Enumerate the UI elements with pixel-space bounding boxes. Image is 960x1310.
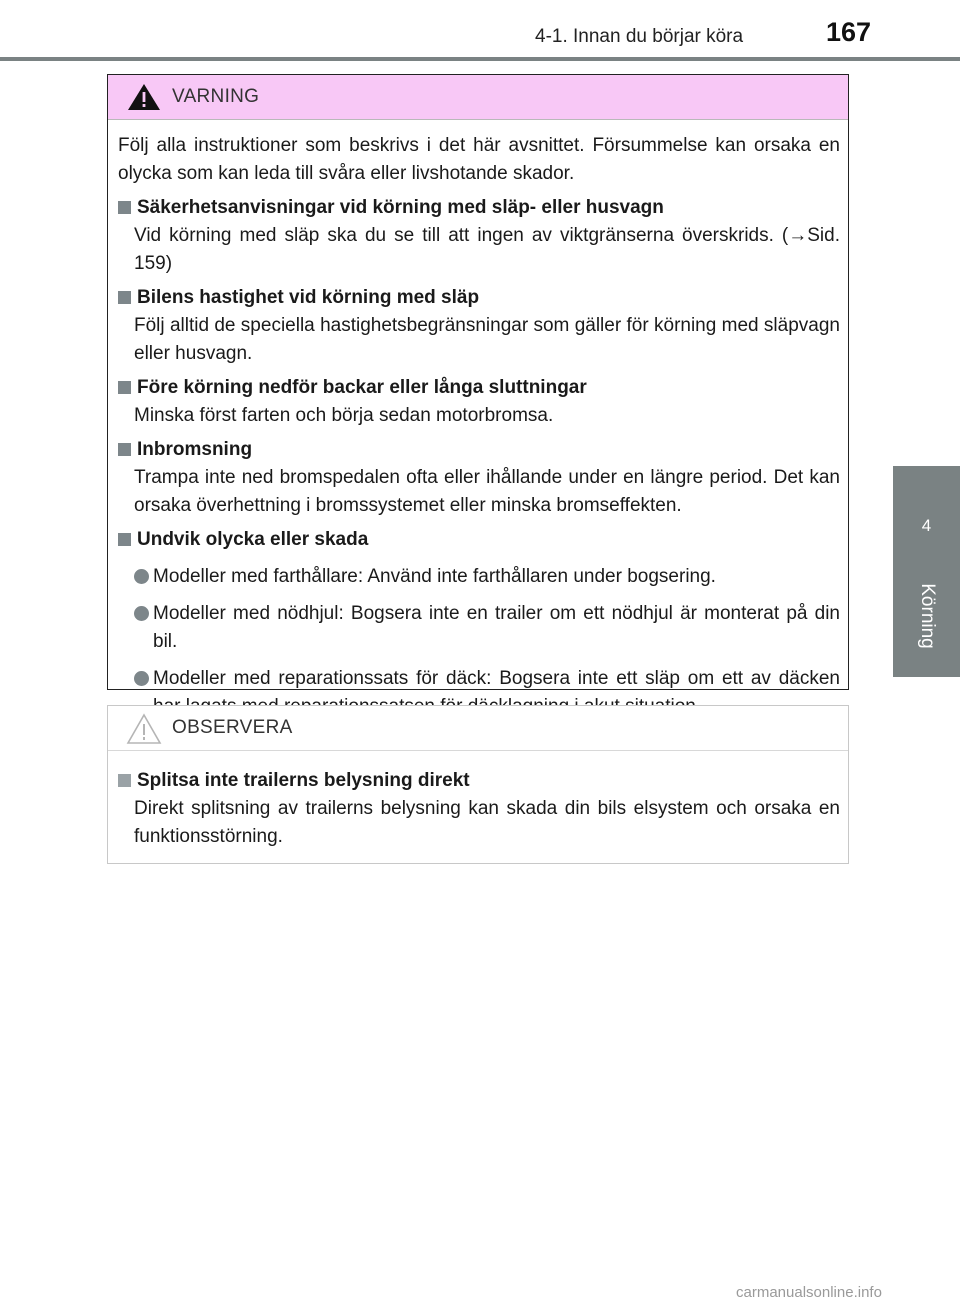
circle-bullet-icon xyxy=(134,569,149,584)
square-bullet-icon xyxy=(118,201,131,214)
chapter-number: 4 xyxy=(921,516,932,535)
caution-triangle-outline-icon xyxy=(126,713,162,745)
square-bullet-icon xyxy=(118,533,131,546)
bullet-text: Modeller med nödhjul: Bogsera inte en trailer om ett nödhjul är monterat på din bil. xyxy=(153,603,840,652)
warning-item xyxy=(118,436,840,520)
warning-box xyxy=(107,74,849,690)
header-rule xyxy=(0,57,960,61)
item-text: Följ alltid de speciella hastighetsbegränsningar som gäller för körning med släpvagn eller husvagn. xyxy=(134,315,840,364)
watermark: carmanualsonline.info xyxy=(736,1284,882,1301)
item-heading: Före körning nedför backar eller långa sluttningar xyxy=(137,377,587,398)
warning-header xyxy=(108,75,848,120)
section-title: 4-1. Innan du börjar köra xyxy=(535,26,744,47)
warning-title: VARNING xyxy=(172,86,260,107)
square-bullet-icon xyxy=(118,443,131,456)
item-heading: Säkerhetsanvisningar vid körning med släp- eller husvagn xyxy=(137,197,664,218)
notice-body xyxy=(108,751,848,851)
warning-intro: Följ alla instruktioner som beskrivs i det här avsnittet. Försummelse kan orsaka en olycka som kan leda till svåra eller livshotande skador. xyxy=(118,135,840,184)
warning-triangle-icon xyxy=(126,82,162,112)
circle-bullet-icon xyxy=(134,606,149,621)
item-heading: Splitsa inte trailerns belysning direkt xyxy=(137,770,470,791)
item-heading: Bilens hastighet vid körning med släp xyxy=(137,287,480,308)
list-item xyxy=(118,563,840,591)
bullet-text: Modeller med reparationssats för däck: Bogsera inte ett släp om ett av däcken xyxy=(153,668,840,689)
chapter-label: Körning xyxy=(916,583,938,649)
warning-item xyxy=(118,526,840,721)
square-bullet-icon xyxy=(118,381,131,394)
notice-header xyxy=(108,706,848,751)
item-heading: Inbromsning xyxy=(137,439,253,460)
warning-item xyxy=(118,284,840,368)
warning-item xyxy=(118,194,840,278)
item-heading: Undvik olycka eller skada xyxy=(137,529,369,550)
list-item xyxy=(118,600,840,656)
page-number: 167 xyxy=(826,17,872,47)
notice-item xyxy=(118,767,840,851)
item-text: Direkt splitsning av trailerns belysning kan skada din bils elsystem och orsaka en funktionsstörning. xyxy=(134,798,840,847)
chapter-tab xyxy=(893,466,960,677)
warning-item xyxy=(118,374,840,430)
notice-title: OBSERVERA xyxy=(172,717,293,738)
item-text: Trampa inte ned bromspedalen ofta eller ihållande under en längre period. Det kan orsaka överhettning i bromssystemet eller minska bromseffekten. xyxy=(134,467,840,516)
warning-body xyxy=(108,120,848,721)
notice-box xyxy=(107,705,849,864)
item-text: Vid körning med släp ska du se till att ingen av viktgränserna överskrids. (→Sid. 159) xyxy=(134,225,840,274)
circle-bullet-icon xyxy=(134,671,149,686)
square-bullet-icon xyxy=(118,774,131,787)
bullet-text: Modeller med farthållare: Använd inte farthållaren under bogsering. xyxy=(153,566,716,587)
square-bullet-icon xyxy=(118,291,131,304)
item-text: Minska först farten och börja sedan motorbromsa. xyxy=(134,405,554,426)
